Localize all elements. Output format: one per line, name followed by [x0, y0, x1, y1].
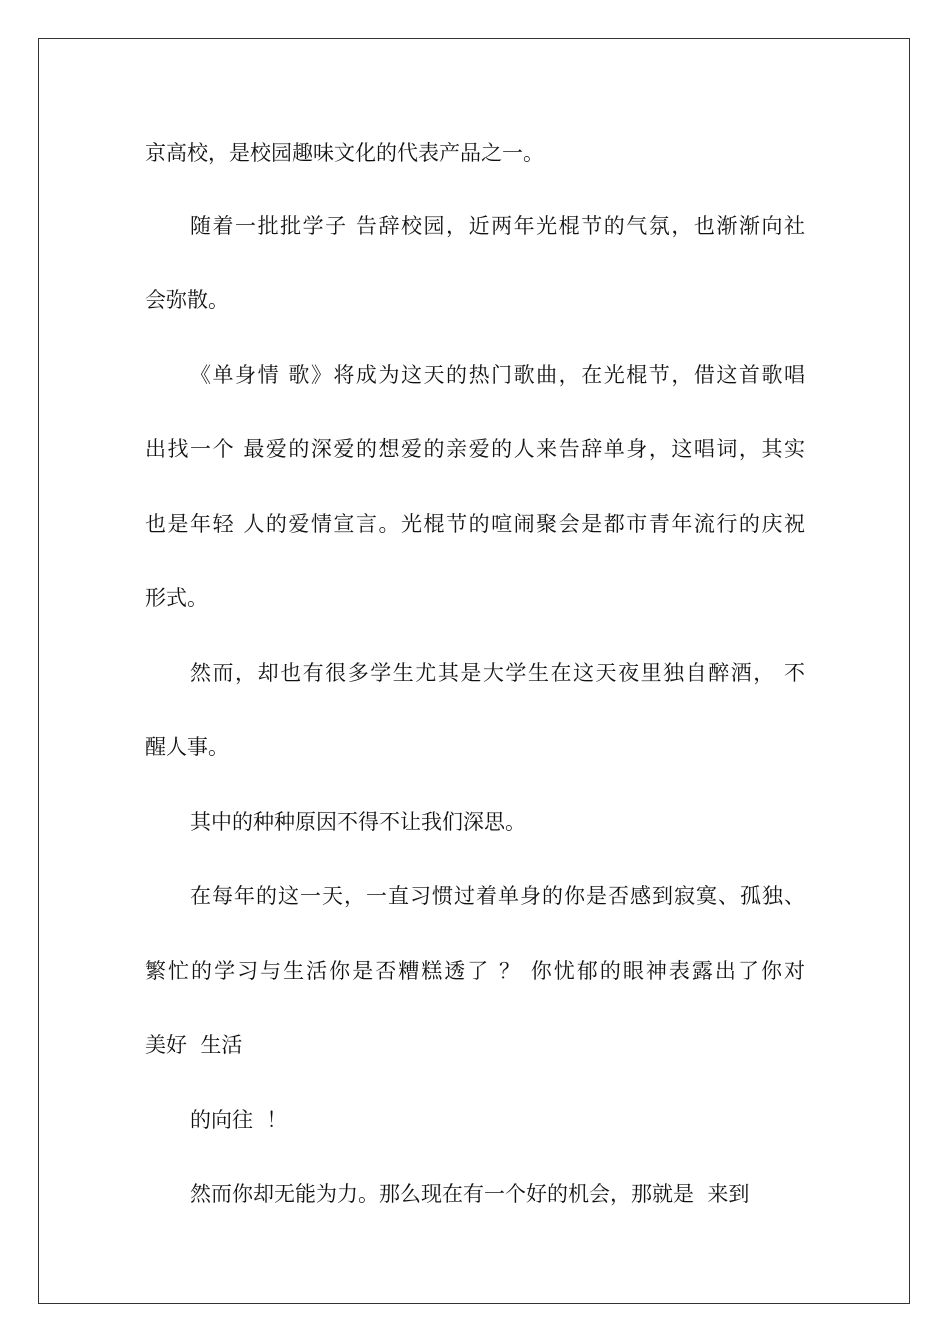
text-line-2: 随着一批批学子 告辞校园，近两年光棍节的气氛，也渐渐向社 [190, 214, 805, 238]
text-line-15: 然而你却无能为力。那么现在有一个好的机会，那就是 来到 [190, 1182, 750, 1206]
text-line-1: 京高校，是校园趣味文化的代表产品之一。 [145, 141, 544, 165]
text-line-10: 其中的种种原因不得不让我们深思。 [190, 810, 526, 834]
text-line-12: 繁忙的学习与生活你是否糟糕透了 ？ 你忧郁的眼神表露出了你对 [145, 959, 805, 983]
text-line-7: 形式。 [145, 586, 208, 610]
text-line-5: 出找一个 最爱的深爱的想爱的亲爱的人来告辞单身，这唱词，其实 [145, 437, 805, 461]
text-line-13: 美好 生活 [145, 1033, 243, 1057]
text-line-9: 醒人事。 [145, 735, 229, 759]
text-line-11: 在每年的这一天，一直习惯过着单身的你是否感到寂寞、孤独、 [190, 884, 805, 908]
text-line-4: 《单身情 歌》将成为这天的热门歌曲，在光棍节，借这首歌唱 [190, 363, 805, 387]
text-line-6: 也是年轻 人的爱情宣言。光棍节的喧闹聚会是都市青年流行的庆祝 [145, 512, 805, 536]
text-line-3: 会弥散。 [145, 288, 229, 312]
text-line-14: 的向往 ！ [190, 1108, 288, 1132]
text-line-8: 然而，却也有很多学生尤其是大学生在这天夜里独自醉酒， 不 [190, 661, 805, 685]
